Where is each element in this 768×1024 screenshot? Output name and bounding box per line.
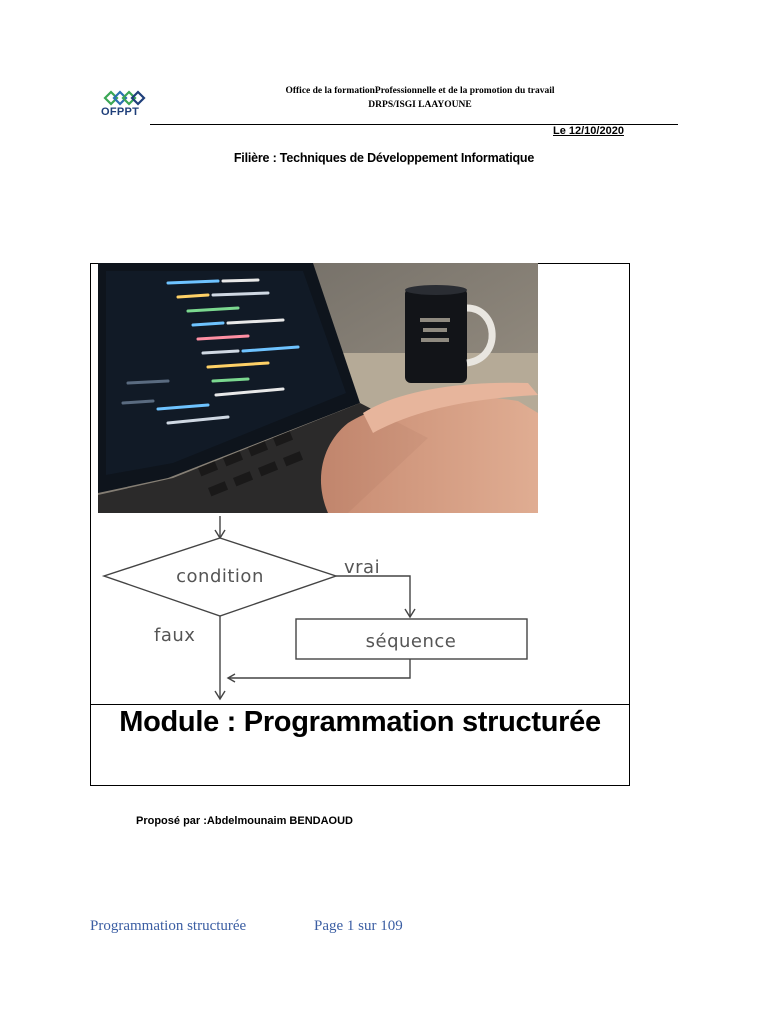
module-title: Module : Programmation structurée: [119, 706, 601, 738]
true-branch-line: [336, 576, 410, 617]
filiere-title: Filière : Techniques de Développement Informatique: [233, 151, 535, 165]
false-label: faux: [154, 625, 196, 646]
office-line: Office de la formationProfessionnelle et de la promotion du travail: [285, 86, 555, 96]
logo-text: OFPPT: [101, 106, 140, 118]
footer-page-number: Page 1 sur 109: [314, 918, 403, 934]
footer-title: Programmation structurée: [90, 918, 247, 934]
author-line: Proposé par :Abdelmounaim BENDAOUD: [136, 815, 353, 827]
date-label: Le 12/10/2020: [553, 125, 624, 137]
flowchart-diagram: [98, 514, 538, 704]
condition-label: condition: [176, 566, 264, 587]
sequence-label: séquence: [365, 631, 457, 652]
frame-divider: [90, 704, 630, 705]
true-label: vrai: [344, 557, 381, 578]
laptop-photo: [98, 263, 538, 513]
loop-back-line: [228, 659, 410, 678]
drps-line: DRPS/ISGI LAAYOUNE: [368, 100, 472, 110]
